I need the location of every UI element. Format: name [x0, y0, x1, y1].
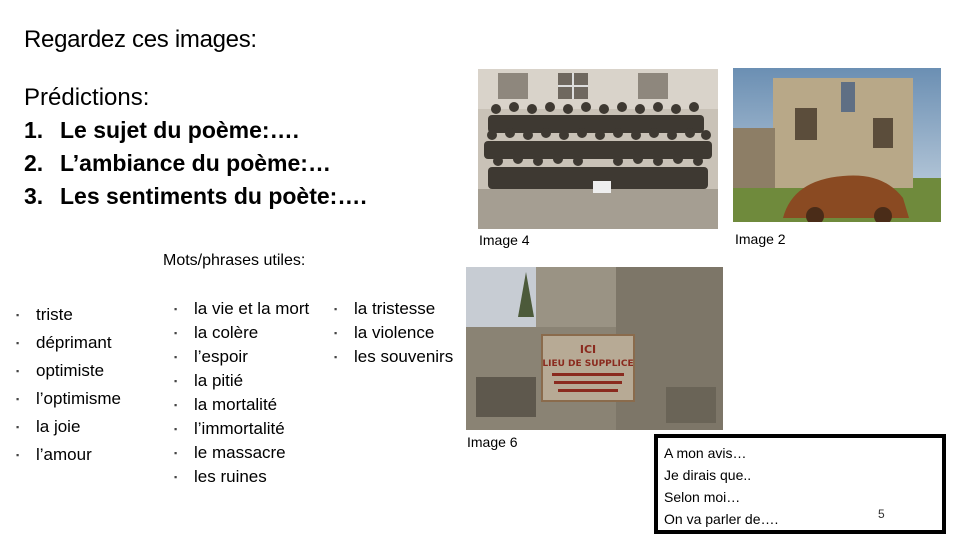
memorial-sign-image	[466, 267, 723, 430]
ruins-car-illustration	[733, 68, 941, 222]
list-item: ▪ la joie	[16, 417, 81, 436]
word-list-themes	[174, 297, 314, 489]
list-item: ▪ l’optimisme	[16, 389, 122, 408]
opinion-phrase: Je dirais que..	[664, 467, 752, 483]
prediction-item: 1. Le sujet du poème:….	[24, 117, 299, 143]
sign-text: LIEU DE SUPPLICE	[542, 359, 634, 369]
list-item: ▪ l’amour	[16, 445, 92, 464]
useful-words-heading: Mots/phrases utiles:	[163, 252, 306, 269]
list-item: ▪ l’immortalité	[174, 419, 285, 438]
word-list-emotions	[334, 297, 454, 369]
predictions-heading: Prédictions:	[24, 84, 150, 111]
sign-text: ICI	[579, 343, 597, 356]
opinion-phrase: A mon avis…	[664, 445, 747, 461]
list-item: ▪ les souvenirs	[334, 347, 454, 366]
list-item: ▪ déprimant	[16, 333, 112, 352]
list-item: ▪ optimiste	[16, 361, 105, 380]
memorial-sign-illustration	[466, 267, 723, 430]
list-item: ▪ l’espoir	[174, 347, 248, 366]
list-item: ▪ triste	[16, 305, 73, 324]
ruins-car-image	[733, 68, 941, 222]
image6-caption: Image 6	[467, 434, 518, 450]
opinion-phrase: On va parler de….	[664, 511, 779, 527]
list-item: ▪ la colère	[174, 323, 259, 342]
page-number: 5	[878, 507, 885, 521]
word-list-feelings	[16, 301, 156, 469]
list-item: ▪ la vie et la mort	[174, 299, 310, 318]
list-item: ▪ le massacre	[174, 443, 286, 462]
opinion-phrase: Selon moi…	[664, 489, 741, 505]
list-item: ▪ la violence	[334, 323, 435, 342]
image4-caption: Image 4	[479, 232, 530, 248]
list-item: ▪ les ruines	[174, 467, 267, 486]
class-photo-image	[478, 69, 718, 229]
prediction-item: 2. L’ambiance du poème:…	[24, 150, 331, 176]
prediction-item: 3. Les sentiments du poète:….	[24, 183, 367, 209]
image2-caption: Image 2	[735, 231, 786, 247]
list-item: ▪ la tristesse	[334, 299, 436, 318]
list-item: ▪ la mortalité	[174, 395, 278, 414]
predictions-list	[24, 114, 367, 213]
opinion-phrases-box	[654, 434, 946, 534]
list-item: ▪ la pitié	[174, 371, 244, 390]
class-photo-illustration	[478, 69, 718, 229]
slide-title: Regardez ces images:	[24, 26, 257, 53]
